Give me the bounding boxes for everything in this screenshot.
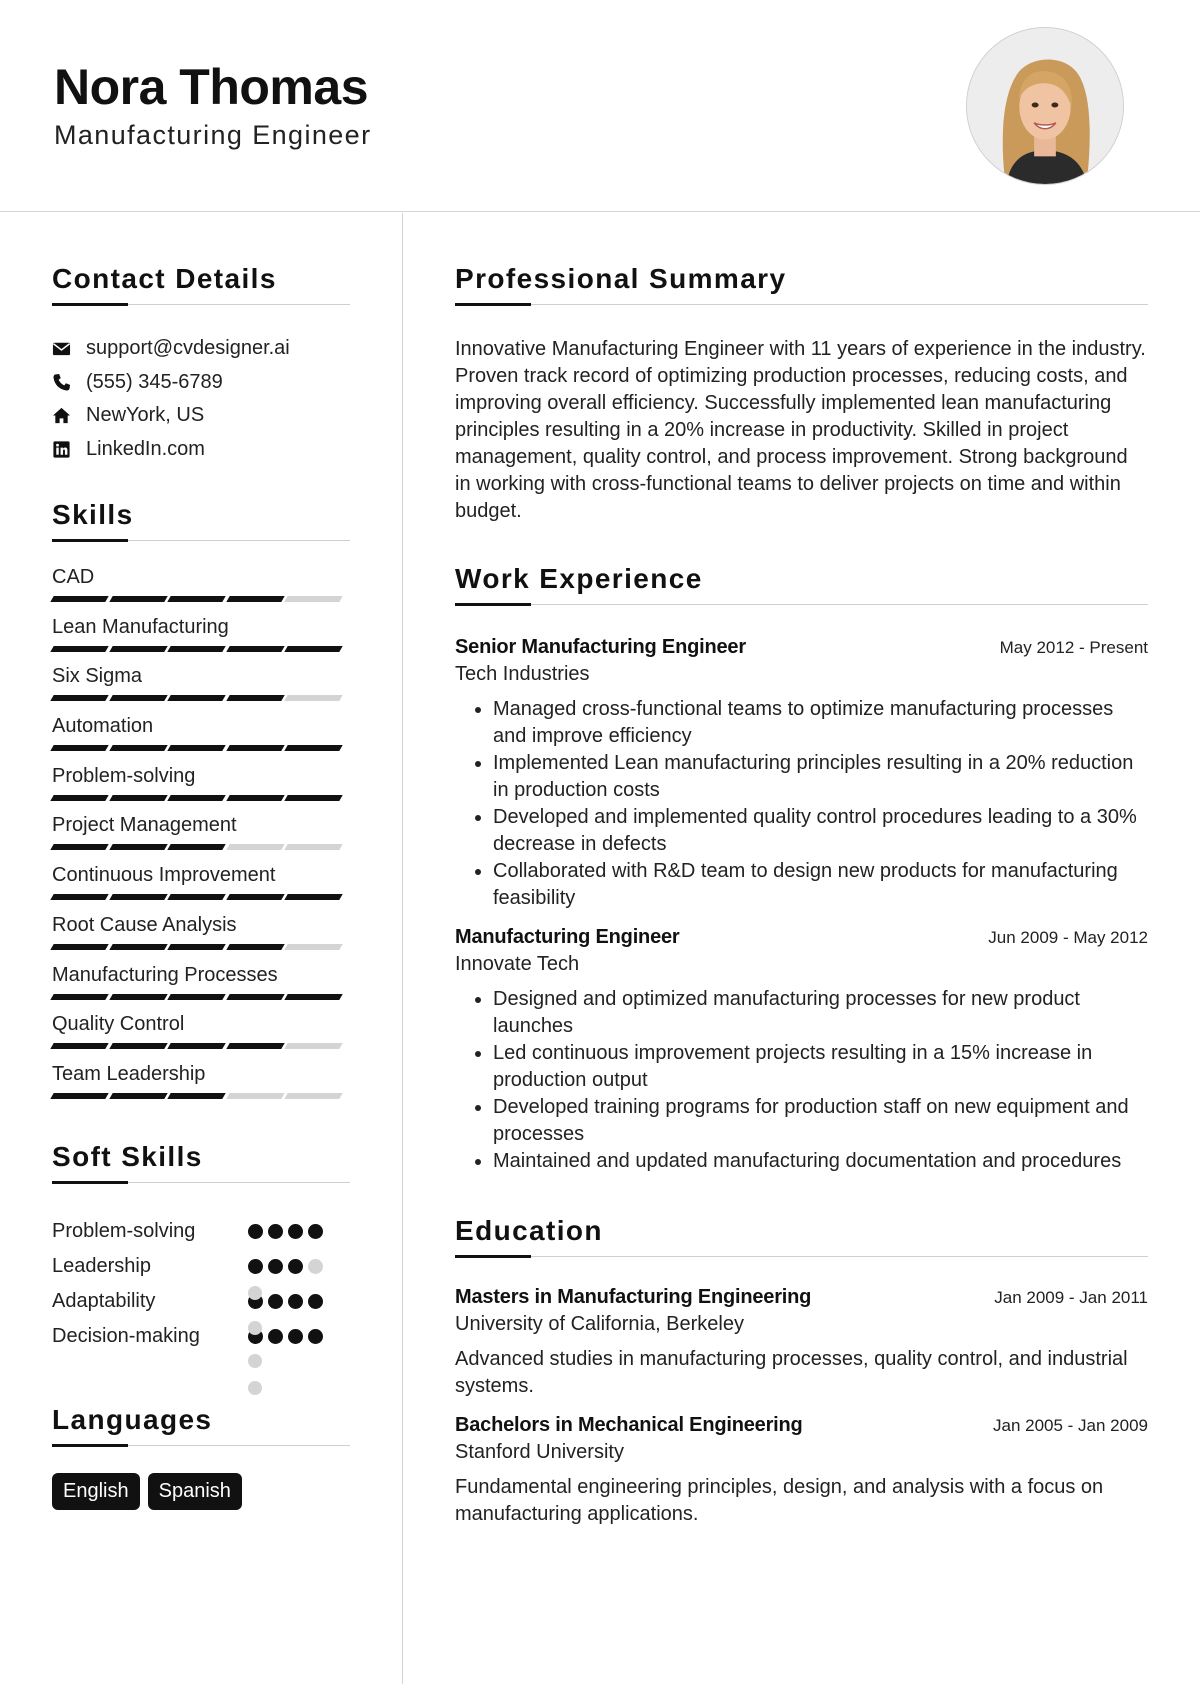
sidebar: [52, 213, 350, 1510]
soft-skill-item: [52, 1284, 350, 1319]
soft-skills-list: [52, 1214, 350, 1354]
job-bullet: • Collaborated with R&D team to design new products for manufacturing feasibility: [493, 858, 1148, 912]
section-rule: [455, 603, 1148, 606]
skill-level-bar: [52, 795, 350, 801]
skill-level-segment: [50, 745, 108, 751]
candidate-title: Manufacturing Engineer: [54, 120, 372, 150]
rating-dot: [248, 1321, 262, 1335]
section-rule: [455, 1255, 1148, 1258]
rating-dot: [268, 1224, 283, 1239]
skill-level-segment: [284, 844, 342, 850]
education-entry: [455, 1414, 1148, 1528]
soft-skill-name: Adaptability: [52, 1289, 156, 1312]
job-bullet: • Managed cross-functional teams to optimize manufacturing processes and improve efficiency: [493, 696, 1148, 750]
skill-level-segment: [109, 1043, 167, 1049]
skill-level-segment: [50, 596, 108, 602]
language-tag-english: English: [52, 1473, 140, 1510]
job-title: Manufacturing Engineer: [455, 926, 680, 948]
skill-level-segment: [109, 646, 167, 652]
skill-item: [52, 812, 350, 862]
degree-dates: Jan 2009 - Jan 2011: [994, 1288, 1148, 1307]
skill-level-segment: [226, 944, 284, 950]
skill-level-segment: [109, 695, 167, 701]
soft-skill-item: [52, 1319, 350, 1354]
skills-heading: Skills: [52, 499, 134, 530]
languages-section: [52, 1404, 350, 1510]
contact-phone[interactable]: [52, 366, 350, 400]
skill-item: [52, 1061, 350, 1111]
contact-email-text: support@cvdesigner.ai: [86, 337, 290, 360]
skill-item: [52, 912, 350, 962]
skill-level-segment: [109, 844, 167, 850]
contact-location: [52, 399, 350, 433]
skill-level-segment: [284, 944, 342, 950]
skill-level-bar: [52, 646, 350, 652]
skill-name: Manufacturing Processes: [52, 963, 278, 986]
rating-dot: [308, 1259, 323, 1274]
skill-name: Quality Control: [52, 1013, 185, 1036]
rating-dot: [288, 1329, 303, 1344]
skill-level-segment: [284, 1093, 342, 1099]
job-bullet: • Designed and optimized manufacturing processes for new product launches: [493, 986, 1148, 1040]
skill-level-segment: [284, 894, 342, 900]
section-rule: [52, 1444, 350, 1447]
skill-level-segment: [226, 894, 284, 900]
rating-dot: [308, 1329, 323, 1344]
rating-dot: [248, 1259, 263, 1274]
contact-linkedin-text: LinkedIn.com: [86, 437, 205, 460]
rating-dot: [288, 1294, 303, 1309]
contact-section: [52, 263, 350, 466]
contact-phone-text: (555) 345-6789: [86, 370, 223, 393]
home-icon: [52, 406, 86, 425]
skill-level-segment: [109, 596, 167, 602]
skill-level-bar: [52, 745, 350, 751]
skill-level-segment: [167, 994, 225, 1000]
skill-level-segment: [226, 596, 284, 602]
skill-level-segment: [109, 944, 167, 950]
job-bullet: • Developed training programs for production staff on new equipment and processes: [493, 1094, 1148, 1148]
skill-level-segment: [50, 894, 108, 900]
section-rule: [455, 303, 1148, 306]
skill-level-segment: [284, 795, 342, 801]
skill-level-segment: [167, 695, 225, 701]
skill-level-segment: [50, 944, 108, 950]
job-company: Tech Industries: [455, 663, 590, 685]
skill-item: [52, 564, 350, 614]
skill-item: [52, 713, 350, 763]
soft-skill-name: Decision-making: [52, 1324, 200, 1347]
job-entry: [455, 926, 1148, 1175]
soft-skill-item: [52, 1214, 350, 1249]
skill-level-segment: [284, 1043, 342, 1049]
skill-level-segment: [226, 844, 284, 850]
degree-description: Advanced studies in manufacturing processes, quality control, and industrial systems.: [455, 1348, 1128, 1397]
skill-item: [52, 862, 350, 912]
job-bullet: • Developed and implemented quality control procedures leading to a 30% decrease in defects: [493, 804, 1148, 858]
job-bullets: [455, 986, 1148, 1175]
degree-dates: Jan 2005 - Jan 2009: [992, 1416, 1148, 1435]
skill-level-segment: [50, 646, 108, 652]
job-company: Innovate Tech: [455, 953, 580, 975]
skill-level-segment: [167, 944, 225, 950]
section-rule: [52, 1181, 350, 1184]
contact-email[interactable]: [52, 332, 350, 366]
skill-level-segment: [226, 994, 284, 1000]
skill-level-segment: [226, 695, 284, 701]
skill-name: Six Sigma: [52, 665, 143, 688]
skill-level-segment: [109, 745, 167, 751]
soft-skill-rating: [248, 1259, 328, 1274]
skill-item: [52, 962, 350, 1012]
skill-level-segment: [167, 596, 225, 602]
job-bullets: [455, 696, 1148, 912]
education-entry: [455, 1286, 1148, 1400]
languages-heading: Languages: [52, 1403, 213, 1435]
skill-level-segment: [226, 745, 284, 751]
resume-header: [0, 0, 1200, 212]
rating-dot: [308, 1294, 323, 1309]
rating-dot: [268, 1329, 283, 1344]
degree-title: Masters in Manufacturing Engineering: [455, 1286, 812, 1308]
profile-photo: [966, 27, 1124, 185]
skill-name: Automation: [52, 715, 154, 738]
skill-name: CAD: [52, 566, 95, 588]
skill-level-bar: [52, 1093, 350, 1099]
rating-dot: [248, 1354, 262, 1368]
skill-level-segment: [109, 894, 167, 900]
skill-level-segment: [50, 844, 108, 850]
job-entry: [455, 636, 1148, 912]
skill-level-segment: [50, 795, 108, 801]
degree-title: Bachelors in Mechanical Engineering: [455, 1414, 803, 1436]
language-tag-spanish: Spanish: [148, 1473, 242, 1510]
school-name: University of California, Berkeley: [455, 1313, 744, 1335]
skill-level-segment: [167, 844, 225, 850]
job-bullet: • Maintained and updated manufacturing documentation and procedures: [493, 1148, 1148, 1175]
skill-level-segment: [226, 1043, 284, 1049]
contact-location-text: NewYork, US: [86, 404, 205, 427]
skill-name: Project Management: [52, 814, 237, 837]
skills-list: [52, 564, 350, 1111]
skill-name: Problem-solving: [52, 764, 196, 787]
experience-heading: Work Experience: [455, 563, 703, 594]
skill-level-segment: [226, 795, 284, 801]
section-rule: [52, 303, 350, 306]
soft-skill-rating: [248, 1224, 328, 1239]
skill-level-segment: [167, 1093, 225, 1099]
job-dates: Jun 2009 - May 2012: [988, 928, 1148, 947]
skill-level-segment: [226, 646, 284, 652]
skill-item: [52, 1011, 350, 1061]
skill-level-segment: [284, 695, 342, 701]
skill-level-segment: [50, 1093, 108, 1099]
skill-name: Continuous Improvement: [52, 864, 276, 887]
skill-level-bar: [52, 994, 350, 1000]
rating-dot: [268, 1259, 283, 1274]
skill-level-segment: [226, 1093, 284, 1099]
skill-level-bar: [52, 894, 350, 900]
language-list: [52, 1473, 350, 1510]
linkedin-icon: [52, 440, 86, 459]
rating-dot: [308, 1224, 323, 1239]
soft-skills-section: [52, 1141, 350, 1354]
soft-skill-item: [52, 1249, 350, 1284]
education-section: [455, 1215, 1148, 1528]
summary-section: [455, 263, 1148, 525]
job-dates: May 2012 - Present: [999, 638, 1148, 657]
skill-name: Root Cause Analysis: [52, 913, 237, 936]
skill-level-segment: [284, 745, 342, 751]
rating-dot: [288, 1224, 303, 1239]
skill-level-bar: [52, 1043, 350, 1049]
main-content: [455, 213, 1148, 1528]
skill-level-segment: [167, 646, 225, 652]
job-bullet: • Led continuous improvement projects resulting in a 15% increase in production output: [493, 1040, 1148, 1094]
column-divider: [402, 213, 403, 1684]
skill-level-bar: [52, 596, 350, 602]
skill-level-segment: [284, 994, 342, 1000]
skill-level-segment: [284, 596, 342, 602]
skill-level-segment: [167, 1043, 225, 1049]
skill-level-segment: [109, 1093, 167, 1099]
soft-skill-name: Problem-solving: [52, 1219, 196, 1242]
phone-icon: [52, 373, 86, 392]
soft-skills-heading: Soft Skills: [52, 1140, 203, 1172]
skill-level-segment: [109, 795, 167, 801]
skill-name: Lean Manufacturing: [52, 615, 229, 638]
skill-item: [52, 614, 350, 664]
job-title: Senior Manufacturing Engineer: [455, 636, 746, 658]
rating-dot: [268, 1294, 283, 1309]
contact-linkedin[interactable]: [52, 433, 350, 467]
skill-level-segment: [167, 894, 225, 900]
summary-heading: Professional Summary: [455, 263, 787, 294]
candidate-name: Nora Thomas: [54, 59, 369, 115]
contact-heading: Contact Details: [52, 263, 277, 294]
skill-level-segment: [284, 646, 342, 652]
degree-description: Fundamental engineering principles, design, and analysis with a focus on manufacturing applications.: [455, 1476, 1104, 1525]
skill-level-segment: [167, 745, 225, 751]
rating-dot: [248, 1286, 262, 1300]
skill-level-segment: [50, 695, 108, 701]
experience-section: [455, 563, 1148, 1175]
summary-text: Innovative Manufacturing Engineer with 11 years of experience in the industry. Proven track record of optimizing production processes, reducing costs, and improving overall efficiency. Successfully implemented lean manufacturing principles resulting in a 20% increase in productivity. Skilled in project management, quality control, and process improvement. Strong background in working with cross-functional teams to deliver projects on time and within budget.: [455, 338, 1146, 522]
skills-section: [52, 499, 350, 1111]
skill-level-segment: [109, 994, 167, 1000]
education-heading: Education: [455, 1215, 603, 1246]
skill-level-bar: [52, 695, 350, 701]
envelope-icon: [52, 339, 86, 358]
rating-dot: [248, 1381, 262, 1395]
skill-name: Team Leadership: [52, 1062, 206, 1085]
skill-level-segment: [50, 1043, 108, 1049]
rating-dot: [288, 1259, 303, 1274]
skill-item: [52, 663, 350, 713]
skill-level-bar: [52, 844, 350, 850]
rating-dot: [248, 1224, 263, 1239]
section-rule: [52, 539, 350, 542]
job-bullet: • Implemented Lean manufacturing principles resulting in a 20% reduction in production costs: [493, 750, 1148, 804]
skill-item: [52, 763, 350, 813]
school-name: Stanford University: [455, 1441, 624, 1463]
skill-level-bar: [52, 944, 350, 950]
skill-level-segment: [167, 795, 225, 801]
skill-level-segment: [50, 994, 108, 1000]
soft-skill-name: Leadership: [52, 1254, 151, 1277]
